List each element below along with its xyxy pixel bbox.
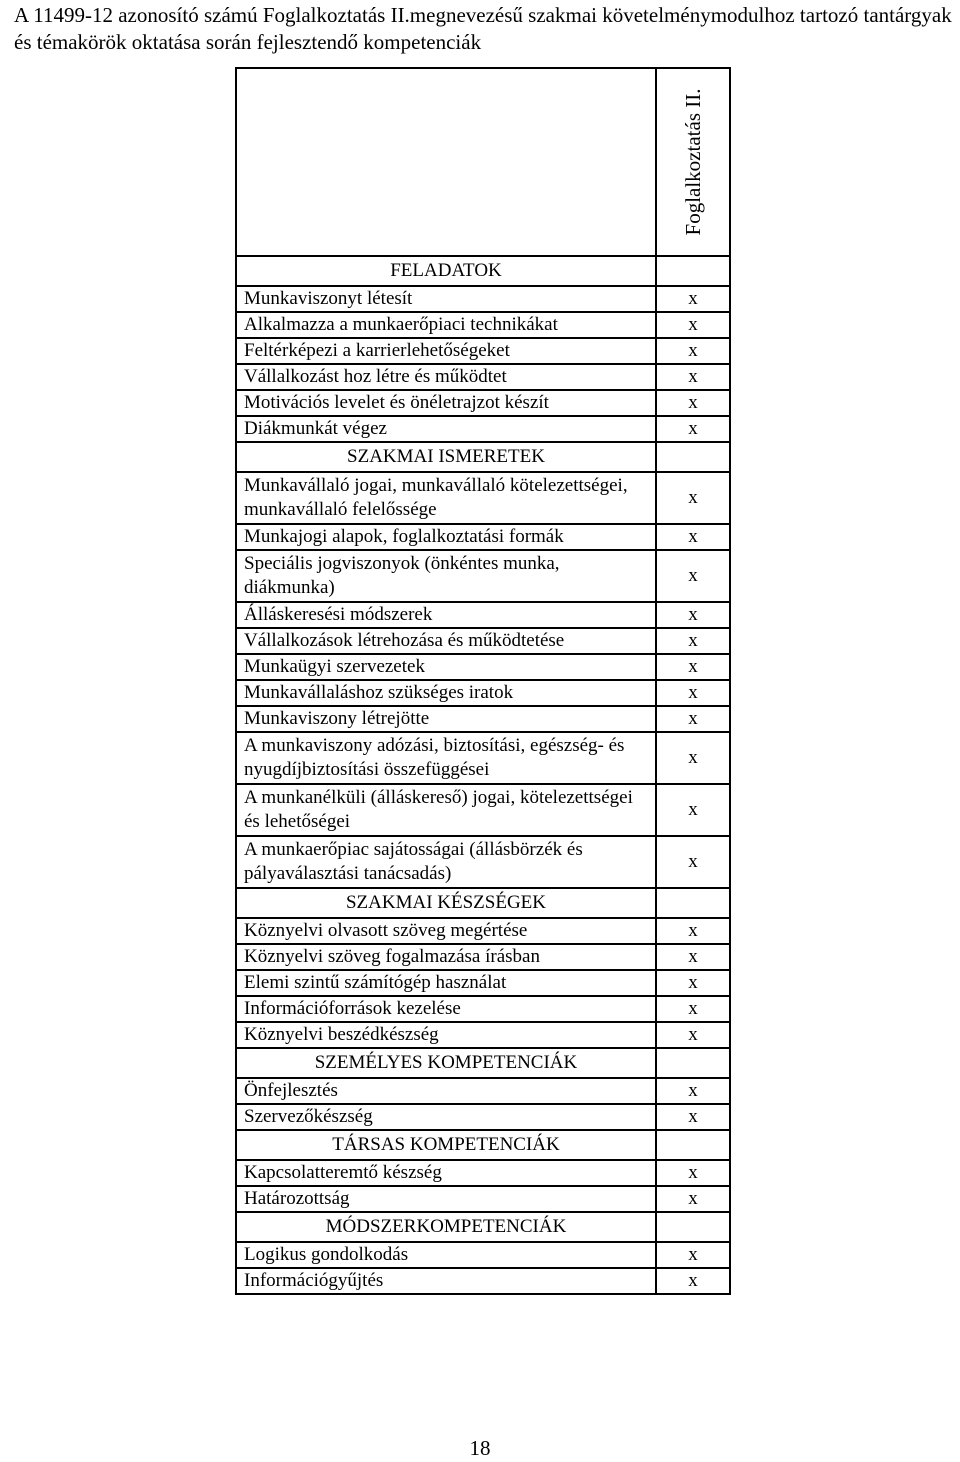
competency-label: Munkaviszony létrejötte [236, 706, 656, 732]
competency-label: Köznyelvi beszédkészség [236, 1022, 656, 1048]
document-title: A 11499-12 azonosító számú Foglalkoztatás II.megnevezésű szakmai követelménymodulhoz tartozó tantárgyak és témakörök oktatása során fejlesztendő kompetenciák [14, 3, 952, 54]
competency-label: Szervezőkészség [236, 1104, 656, 1130]
table-row [236, 1242, 730, 1268]
competency-mark: x [656, 784, 730, 836]
competency-label: A munkanélküli (álláskereső) jogai, kötelezettségei és lehetőségei [236, 784, 656, 836]
competency-label: Álláskeresési módszerek [236, 602, 656, 628]
competency-mark: x [656, 416, 730, 442]
table-row [236, 602, 730, 628]
subject-header-cell [656, 68, 730, 256]
competency-label: Alkalmazza a munkaerőpiaci technikákat [236, 312, 656, 338]
section-header-row [236, 1048, 730, 1078]
section-title: FELADATOK [236, 256, 656, 286]
table-row [236, 1186, 730, 1212]
competency-mark: x [656, 996, 730, 1022]
section-mark-cell [656, 256, 730, 286]
competency-mark: x [656, 1242, 730, 1268]
competency-mark: x [656, 706, 730, 732]
competency-mark: x [656, 918, 730, 944]
section-header-row [236, 1130, 730, 1160]
section-mark-cell [656, 888, 730, 918]
table-row [236, 1160, 730, 1186]
competency-label: Határozottság [236, 1186, 656, 1212]
competency-label: Logikus gondolkodás [236, 1242, 656, 1268]
section-title: SZEMÉLYES KOMPETENCIÁK [236, 1048, 656, 1078]
section-header-row [236, 442, 730, 472]
competency-mark: x [656, 1160, 730, 1186]
table-row [236, 628, 730, 654]
table-row [236, 1078, 730, 1104]
table-header-row [236, 68, 730, 256]
competency-label: Diákmunkát végez [236, 416, 656, 442]
competency-label: Speciális jogviszonyok (önkéntes munka, diákmunka) [236, 550, 656, 602]
competency-label: Vállalkozások létrehozása és működtetése [236, 628, 656, 654]
table-row [236, 706, 730, 732]
table-row [236, 390, 730, 416]
competency-mark: x [656, 364, 730, 390]
competency-mark: x [656, 836, 730, 888]
competency-label: Munkaviszonyt létesít [236, 286, 656, 312]
table-row [236, 286, 730, 312]
table-row [236, 524, 730, 550]
competency-label: A munkaerőpiac sajátosságai (állásbörzék és pályaválasztási tanácsadás) [236, 836, 656, 888]
section-header-row [236, 256, 730, 286]
competency-label: Információgyűjtés [236, 1268, 656, 1294]
header-empty-cell [236, 68, 656, 256]
competency-mark: x [656, 602, 730, 628]
competency-label: Munkajogi alapok, foglalkoztatási formák [236, 524, 656, 550]
table-row [236, 1268, 730, 1294]
competency-mark: x [656, 1022, 730, 1048]
competency-label: Motivációs levelet és önéletrajzot készít [236, 390, 656, 416]
table-row [236, 944, 730, 970]
table-row [236, 472, 730, 524]
table-row [236, 970, 730, 996]
competency-mark: x [656, 390, 730, 416]
table-row [236, 784, 730, 836]
section-title: SZAKMAI KÉSZSÉGEK [236, 888, 656, 918]
competency-label: Köznyelvi olvasott szöveg megértése [236, 918, 656, 944]
competency-mark: x [656, 312, 730, 338]
competency-mark: x [656, 524, 730, 550]
competency-label: Vállalkozást hoz létre és működtet [236, 364, 656, 390]
competency-mark: x [656, 732, 730, 784]
competency-mark: x [656, 1078, 730, 1104]
competency-mark: x [656, 550, 730, 602]
competency-label: Elemi szintű számítógép használat [236, 970, 656, 996]
competency-mark: x [656, 1186, 730, 1212]
section-header-row [236, 1212, 730, 1242]
competency-label: Munkavállaló jogai, munkavállaló kötelezettségei, munkavállaló felelőssége [236, 472, 656, 524]
competency-label: Köznyelvi szöveg fogalmazása írásban [236, 944, 656, 970]
competency-mark: x [656, 1268, 730, 1294]
competency-mark: x [656, 944, 730, 970]
subject-label: Foglalkoztatás II. [681, 88, 705, 236]
section-title: MÓDSZERKOMPETENCIÁK [236, 1212, 656, 1242]
section-mark-cell [656, 1212, 730, 1242]
section-title: TÁRSAS KOMPETENCIÁK [236, 1130, 656, 1160]
table-row [236, 550, 730, 602]
competency-mark: x [656, 286, 730, 312]
table-row [236, 312, 730, 338]
section-mark-cell [656, 1048, 730, 1078]
page-number: 18 [469, 1436, 491, 1460]
table-row [236, 654, 730, 680]
table-row [236, 680, 730, 706]
competency-table [235, 67, 731, 1295]
competency-label: A munkaviszony adózási, biztosítási, egészség- és nyugdíjbiztosítási összefüggései [236, 732, 656, 784]
table-row [236, 918, 730, 944]
competency-mark: x [656, 1104, 730, 1130]
table-row [236, 338, 730, 364]
competency-label: Munkaügyi szervezetek [236, 654, 656, 680]
competency-mark: x [656, 680, 730, 706]
section-mark-cell [656, 442, 730, 472]
section-title: SZAKMAI ISMERETEK [236, 442, 656, 472]
competency-mark: x [656, 338, 730, 364]
section-mark-cell [656, 1130, 730, 1160]
competency-mark: x [656, 654, 730, 680]
section-header-row [236, 888, 730, 918]
table-row [236, 416, 730, 442]
table-row [236, 1022, 730, 1048]
table-row [236, 836, 730, 888]
competency-mark: x [656, 628, 730, 654]
table-row [236, 996, 730, 1022]
competency-label: Önfejlesztés [236, 1078, 656, 1104]
competency-mark: x [656, 970, 730, 996]
table-row [236, 364, 730, 390]
competency-table-body [236, 68, 730, 1294]
table-row [236, 1104, 730, 1130]
table-row [236, 732, 730, 784]
competency-label: Kapcsolatteremtő készség [236, 1160, 656, 1186]
competency-label: Információforrások kezelése [236, 996, 656, 1022]
competency-label: Feltérképezi a karrierlehetőségeket [236, 338, 656, 364]
competency-label: Munkavállaláshoz szükséges iratok [236, 680, 656, 706]
competency-mark: x [656, 472, 730, 524]
